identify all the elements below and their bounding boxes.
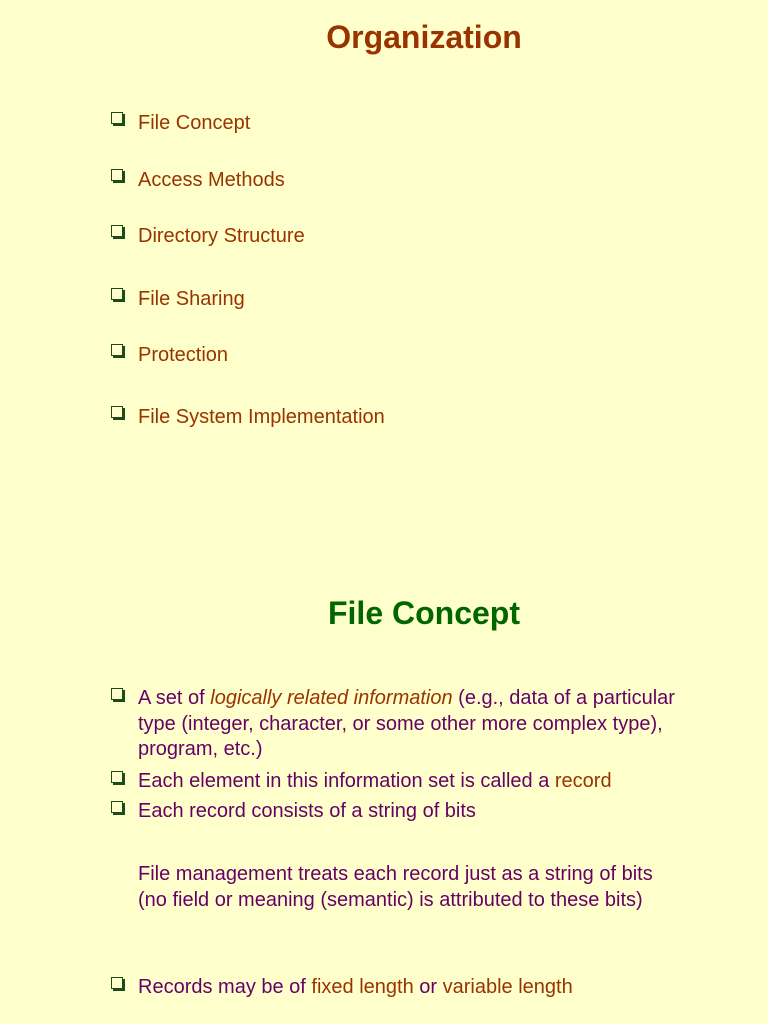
list-item-directory-structure: Directory Structure bbox=[138, 225, 305, 247]
emphasis-logically-related: logically related information bbox=[210, 687, 453, 709]
paragraph-string-of-bits: Each record consists of a string of bits bbox=[138, 800, 476, 822]
emphasis-fixed-length: fixed length bbox=[311, 976, 414, 998]
page-title-file-concept: File Concept bbox=[327, 595, 520, 631]
list-item-file-sharing: File Sharing bbox=[138, 288, 245, 310]
paragraph-text: A set of bbox=[138, 687, 211, 709]
list-item-protection: Protection bbox=[138, 344, 229, 366]
square-bullet-icon bbox=[111, 169, 123, 181]
paragraph-file-management: File management treats each record just as a string of bits (no field or meaning (semantic) is attributed to these bits) bbox=[138, 863, 653, 911]
paragraph-text: Each element in this information set is called a bbox=[138, 770, 555, 792]
paragraph-text: (e.g., data of a particular type (integer, character, or some other more complex type), program, etc.) bbox=[138, 687, 675, 760]
emphasis-record: record bbox=[554, 770, 612, 792]
square-bullet-icon bbox=[111, 344, 123, 356]
paragraph-set-of-information bbox=[138, 686, 683, 763]
paragraph-record-definition bbox=[138, 769, 683, 795]
paragraph-record-length bbox=[138, 975, 683, 1001]
list-item-file-concept: File Concept bbox=[138, 112, 251, 134]
list-item-file-system-implementation: File System Implementation bbox=[138, 406, 385, 428]
square-bullet-icon bbox=[111, 977, 123, 989]
square-bullet-icon bbox=[111, 801, 123, 813]
paragraph-text: or bbox=[413, 976, 443, 998]
square-bullet-icon bbox=[111, 225, 123, 237]
square-bullet-icon bbox=[111, 288, 123, 300]
square-bullet-icon bbox=[111, 771, 123, 783]
square-bullet-icon bbox=[111, 406, 123, 418]
list-item-access-methods: Access Methods bbox=[138, 169, 285, 191]
square-bullet-icon bbox=[111, 112, 123, 124]
page-title-organization: Organization bbox=[326, 19, 522, 55]
paragraph-text: Records may be of bbox=[138, 976, 312, 998]
emphasis-variable-length: variable length bbox=[442, 976, 573, 998]
square-bullet-icon bbox=[111, 688, 123, 700]
